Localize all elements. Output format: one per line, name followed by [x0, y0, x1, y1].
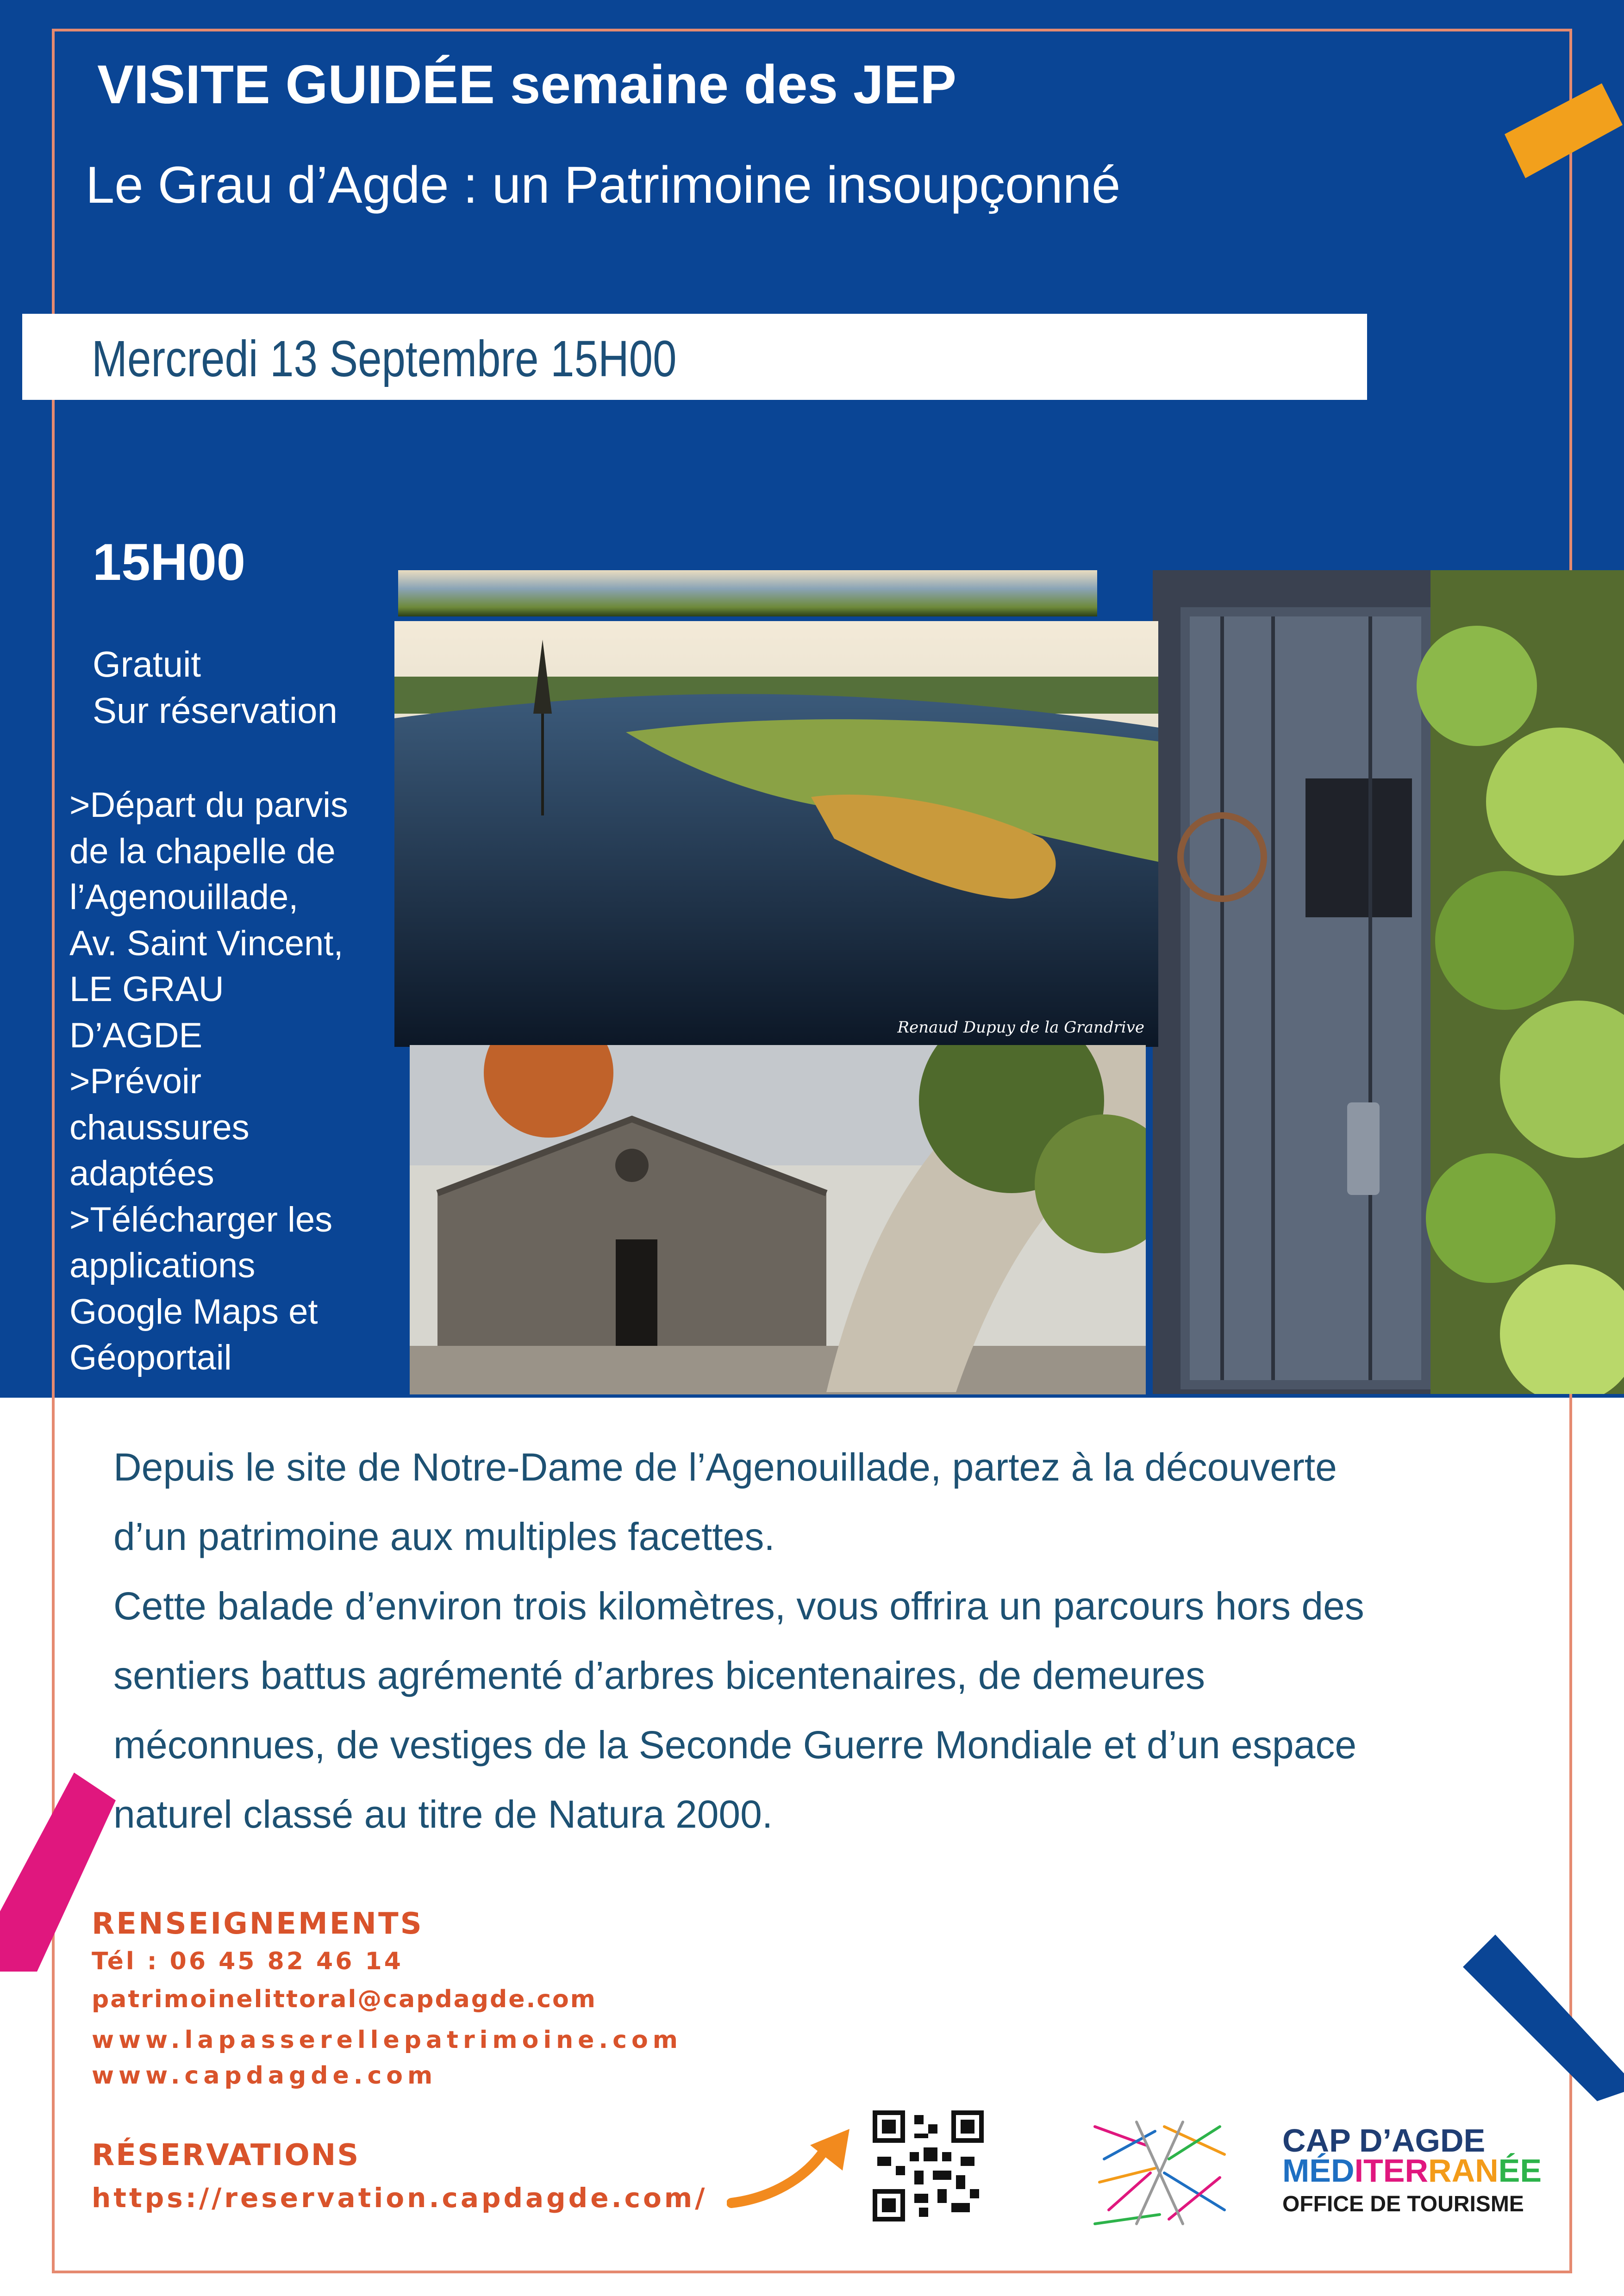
- detail-line: >Départ du parvis: [69, 785, 348, 825]
- detail-line: adaptées: [69, 1154, 214, 1193]
- office-logo-part: RAN: [1428, 2153, 1499, 2189]
- detail-line: Google Maps et: [69, 1292, 318, 1332]
- detail-line: D’AGDE: [69, 1015, 203, 1055]
- detail-line: LE GRAU: [69, 970, 224, 1009]
- pond-photo: [394, 621, 1158, 1047]
- pond-photo-strip: [398, 570, 1097, 616]
- detail-line: Av. Saint Vincent,: [69, 923, 344, 963]
- price-line: Gratuit: [93, 644, 201, 684]
- reservation-heading: RÉSERVATIONS: [92, 2138, 360, 2172]
- office-logo-line1: CAP D’AGDE: [1282, 2122, 1486, 2159]
- description-line: Cette balade d’environ trois kilomètres, vous offrira un parcours hors des: [113, 1584, 1364, 1628]
- email-link[interactable]: patrimoinelittoral@capdagde.com: [92, 1985, 597, 2013]
- detail-line: Géoportail: [69, 1338, 232, 1377]
- description-line: sentiers battus agrémenté d’arbres bicentenaires, de demeures: [113, 1654, 1205, 1697]
- website-link-passerelle[interactable]: www.lapasserellepatrimoine.com: [92, 2026, 682, 2054]
- yellow-deco-shape: [1495, 83, 1624, 190]
- detail-line: de la chapelle de: [69, 831, 336, 871]
- phone-number[interactable]: Tél : 06 45 82 46 14: [92, 1948, 403, 1975]
- office-logo-line3: OFFICE DE TOURISME: [1282, 2192, 1524, 2216]
- description-line: d’un patrimoine aux multiples facettes.: [113, 1515, 775, 1558]
- price-info: [93, 641, 337, 734]
- price-line: Sur réservation: [93, 690, 337, 731]
- page-subtitle: Le Grau d’Agde : un Patrimoine insoupçonné: [86, 156, 1121, 214]
- event-details: [69, 782, 394, 1381]
- detail-line: applications: [69, 1246, 256, 1285]
- office-logo-part: ÉE: [1498, 2153, 1542, 2189]
- reservation-link[interactable]: https://reservation.capdagde.com/: [92, 2182, 708, 2214]
- arrow-icon: [727, 2120, 866, 2212]
- description-line: Depuis le site de Notre-Dame de l’Agenouillade, partez à la découverte: [113, 1445, 1337, 1489]
- office-logo-part: MÉD: [1282, 2153, 1355, 2189]
- journees-patrimoine-logo-icon: [1090, 2117, 1229, 2228]
- office-logo-line2: [1282, 2152, 1542, 2189]
- photo-credit: Renaud Dupuy de la Grandrive: [897, 1018, 1144, 1037]
- office-logo-part: ITER: [1354, 2153, 1429, 2189]
- detail-line: >Prévoir: [69, 1062, 202, 1101]
- qr-code-icon[interactable]: [873, 2110, 984, 2221]
- pink-deco-shape: [0, 1773, 120, 1976]
- event-date: Mercredi 13 Septembre 15H00: [92, 330, 677, 387]
- description-line: méconnues, de vestiges de la Seconde Guerre Mondiale et d’un espace: [113, 1723, 1357, 1767]
- door-photo: [1153, 570, 1624, 1394]
- page-title: VISITE GUIDÉE semaine des JEP: [97, 54, 956, 115]
- detail-line: l’Agenouillade,: [69, 877, 299, 917]
- website-link-capdagde[interactable]: www.capdagde.com: [92, 2062, 437, 2090]
- info-heading: RENSEIGNEMENTS: [92, 1907, 424, 1941]
- description-line: naturel classé au titre de Natura 2000.: [113, 1792, 773, 1836]
- chapel-photo: [410, 1045, 1146, 1394]
- description: [113, 1432, 1572, 1849]
- detail-line: >Télécharger les: [69, 1200, 333, 1239]
- blue-deco-shape: [1463, 1935, 1624, 2101]
- detail-line: chaussures: [69, 1108, 250, 1147]
- event-time: 15H00: [93, 533, 246, 591]
